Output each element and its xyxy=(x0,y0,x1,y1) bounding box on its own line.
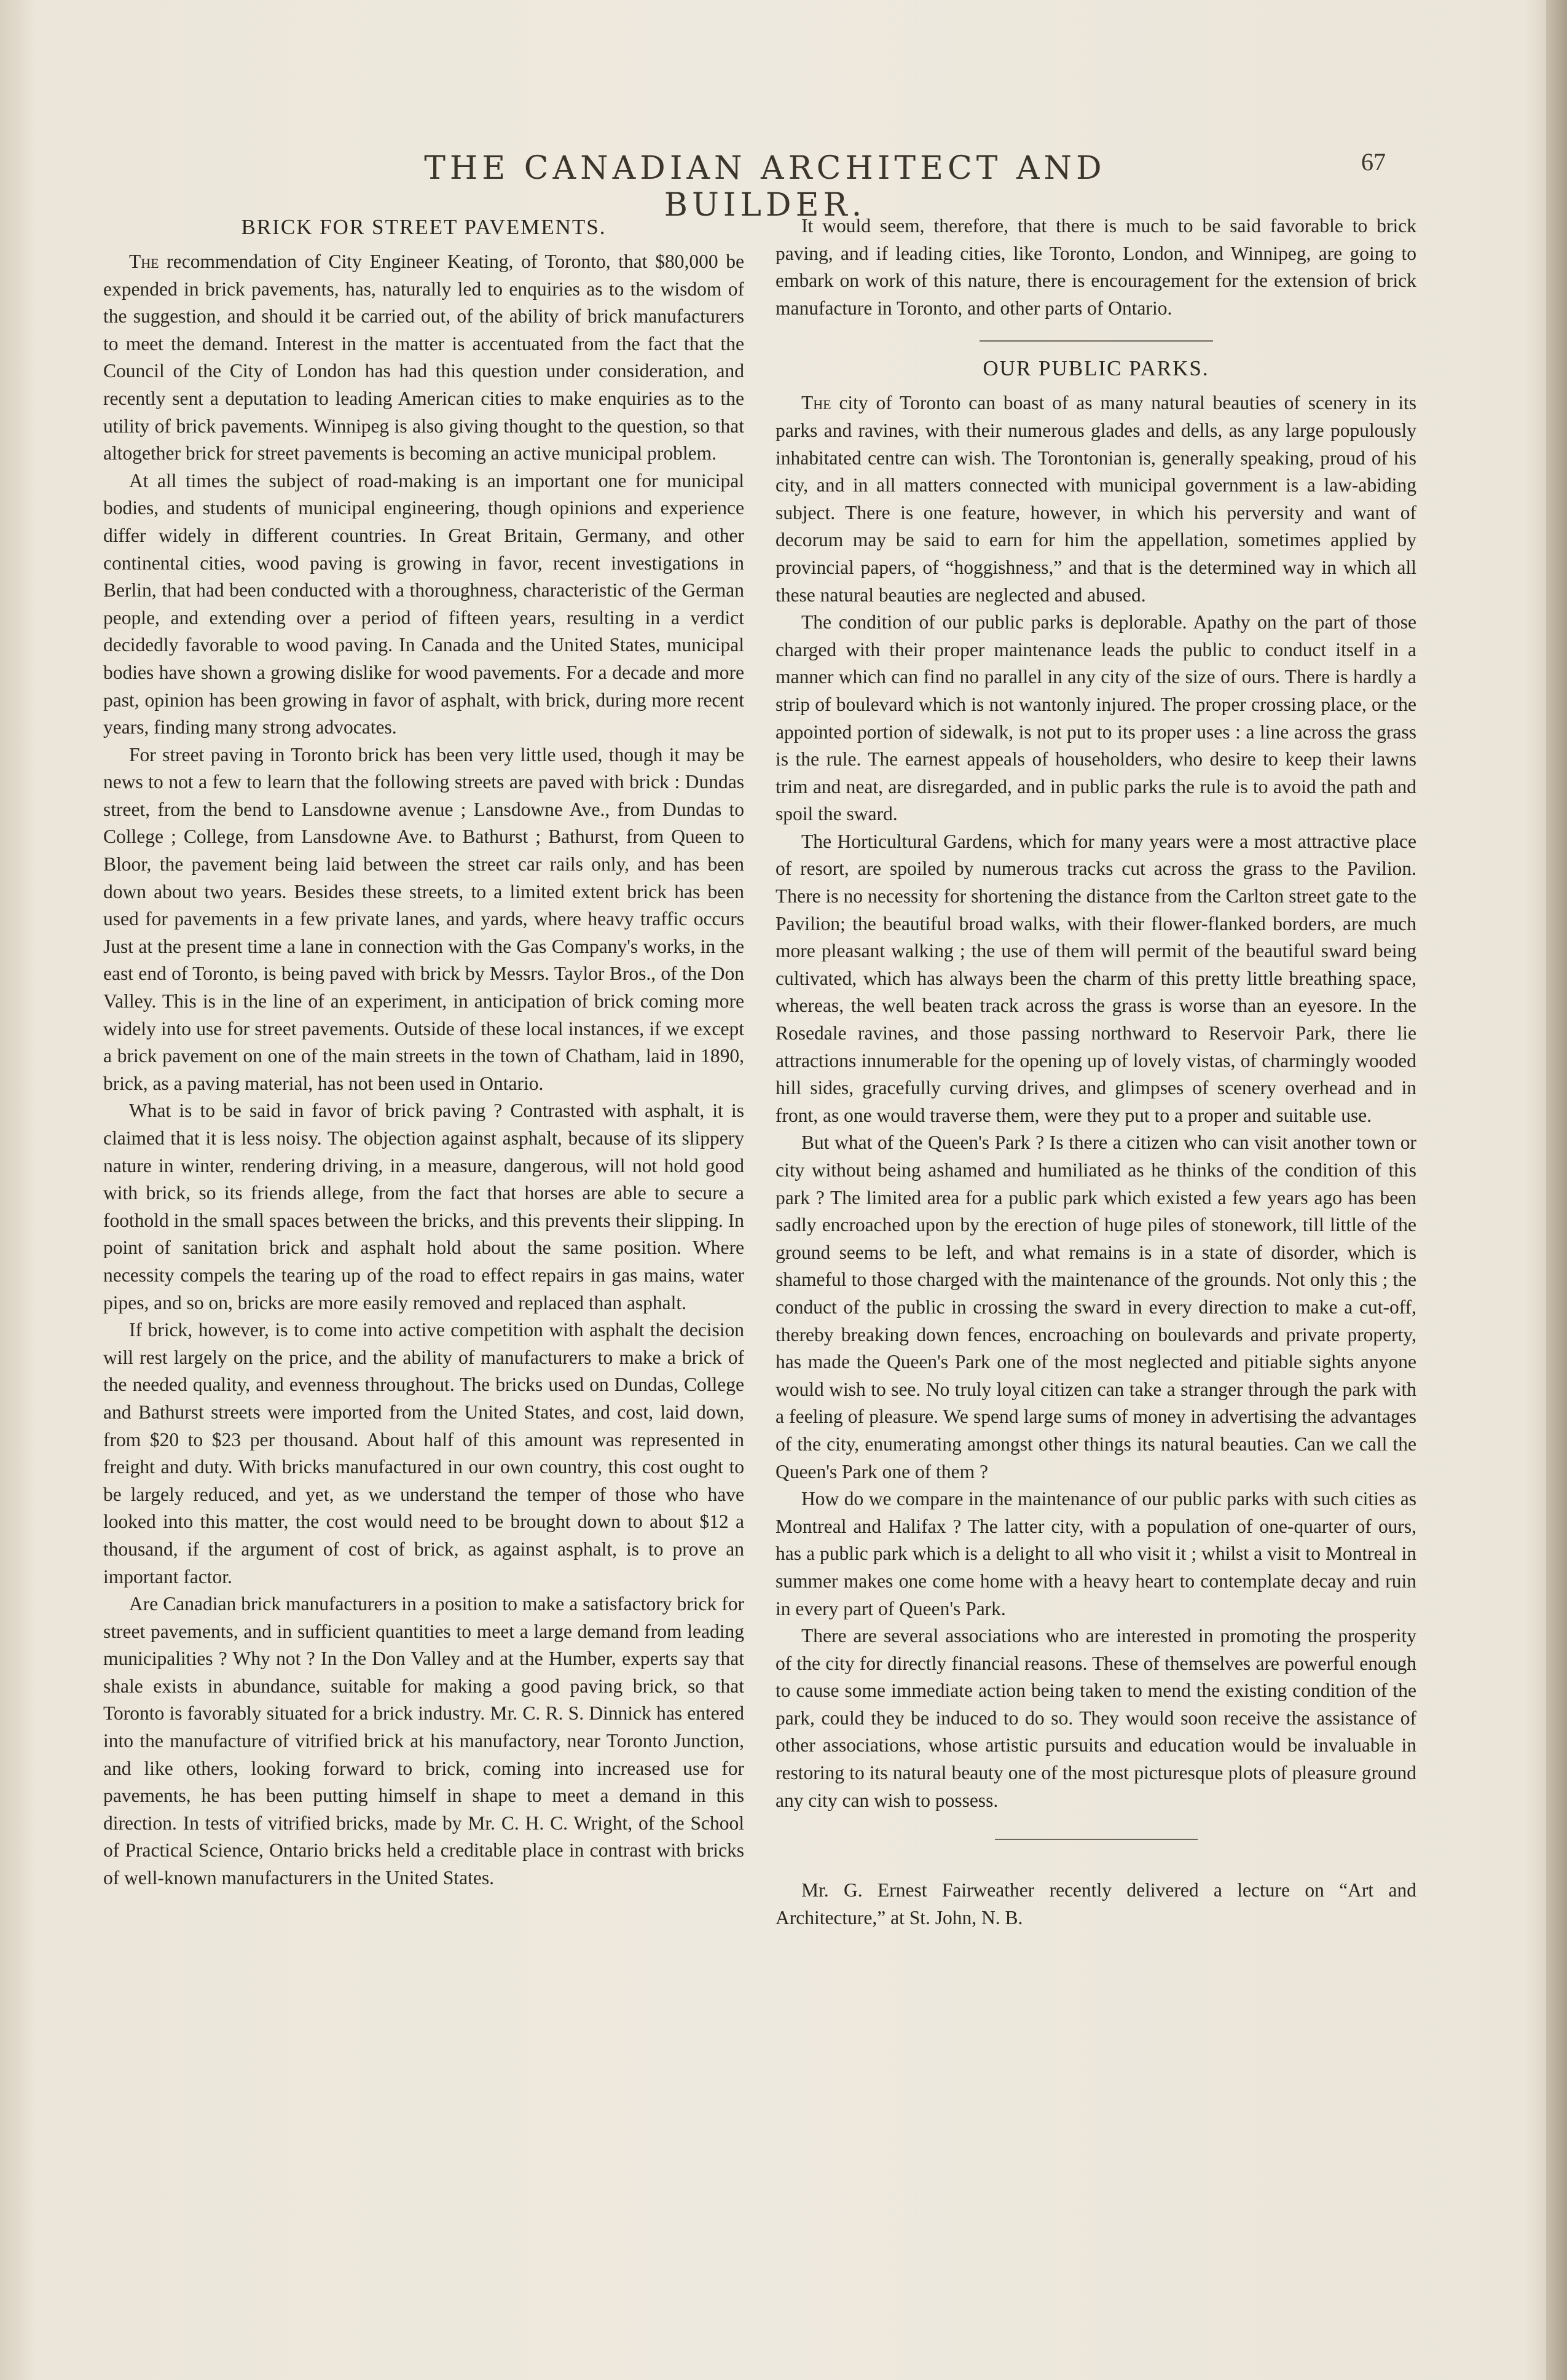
paragraph-text: city of Toronto can boast of as many natural beauties of scenery in its parks and ravines, with their numerous glades and dells, as any large populously inhabitated centre can wish. The Torontonian is, generally speaking, proud of his city, and in all matters connected with municipal government is a law-abiding subject. There is one feature, however, in which his perversity and want of decorum may be said to earn for him the appellation, sometimes applied by provincial papers, of “hoggishness,” and that is the determined way in which all these natural beauties are neglected and abused. xyxy=(776,392,1416,606)
paragraph: It would seem, therefore, that there is much to be said favorable to brick paving, and if leading cities, like Toronto, London, and Winnipeg, are going to embark on work of this nature, there is encouragement for the extension of brick manufacture in Toronto, and other parts of Ontario. xyxy=(776,215,1416,319)
paragraph: For street paving in Toronto brick has been very little used, though it may be news to not a few to learn that the following streets are paved with brick : Dundas street, from the bend to Lansdowne avenue ; Lansdowne Ave., from Dundas to College ; College, from Lansdowne Ave. to Bathurst ; Bathurst, from Queen to Bloor, the pavement being laid between the street car rails only, and has been down about two years. Besides these streets, to a limited extent brick has been used for pavements in a few private lanes, and yards, where heavy traffic occurs Just at the present time a lane in connection with the Gas Company's works, in the east end of Toronto, is being paved with brick by Messrs. Taylor Bros., of the Don Valley. This is in the line of an experiment, in anticipation of brick coming more widely into use for street pavements. Outside of these local instances, if we except a brick pavement on one of the main streets in the town of Chatham, laid in 1890, brick, as a paving material, has not been used in Ontario. xyxy=(103,743,744,1094)
paragraph: The Horticultural Gardens, which for many years were a most attractive place of resort, are spoiled by numerous tracks cut across the grass to the Pavilion. There is no necessity for shortening the distance from the Carlton street gate to the Pavilion; the beautiful broad walks, with their flower-flanked borders, are much more pleasant walking ; the use of them will permit of the beautiful sward being cultivated, which has always been the charm of this pretty little breathing space, whereas, the well beaten track across the grass is worse than an eyesore. In the Rosedale ravines, and those passing northward to Reservoir Park, there lie attractions innumerable for the opening up of lovely vistas, of charmingly wooded hill sides, gracefully curving drives, and glimpses of scenery overhead and in front, as one would traverse them, were they put to a proper and suitable use. xyxy=(776,830,1416,1126)
paragraph-text: recommendation of City Engineer Keating, of Toronto, that $80,000 be expended in brick pavements, has, naturally led to enquiries as to the wisdom of the suggestion, and should it be carried out, of the ability of brick manufacturers to meet the demand. Interest in the matter is accentuated from the fact that the Council of the City of London has had this question under consideration, and recently sent a deputation to leading American cities to make enquiries as to the utility of brick pavements. Winnipeg is also giving thought to the question, so that altogether brick for street pavements is becoming an active municipal problem. xyxy=(103,251,744,464)
article-title-parks: OUR PUBLIC PARKS. xyxy=(983,356,1209,381)
page-number: 67 xyxy=(1361,148,1386,176)
lead-word: The xyxy=(801,392,831,414)
section-divider xyxy=(980,340,1213,342)
paragraph: Are Canadian brick manufacturers in a position to make a satisfactory brick for street pavements, and in sufficient quantities to meet a large demand from leading municipalities ? Why not ? In the Don Valley and at the Humber, experts say that shale exists in abundance, suitable for making a good paving brick, so that Toronto is favorably situated for a brick industry. Mr. C. R. S. Dinnick has entered into the manufacture of vitrified brick at his manufactory, near Toronto Junction, and like others, looking forward to brick, coming into increased use for pavements, he has been putting himself in shape to meet a demand in this direction. In tests of vitrified bricks, made by Mr. C. H. C. Wright, of the School of Practical Science, Ontario bricks held a creditable place in contrast with bricks of well-known manufacturers in the United States. xyxy=(103,1593,744,1889)
paragraph: The condition of our public parks is deplorable. Apathy on the part of those charged with their proper maintenance leads the public to conduct itself in a manner which can find no parallel in any city of the size of ours. There is hardly a strip of boulevard which is not wantonly injured. The proper crossing place, or the appointed portion of sidewalk, is not put to its proper uses : a line across the grass is the rule. The earnest appeals of householders, who desire to keep their lawns trim and neat, are disregarded, and in public parks the rule is to avoid the path and spoil the sward. xyxy=(776,611,1416,825)
paragraph xyxy=(103,248,744,468)
article-title-brick: BRICK FOR STREET PAVEMENTS. xyxy=(241,215,607,239)
paragraph: How do we compare in the maintenance of our public parks with such cities as Montreal and Halifax ? The latter city, with a population of one-quarter of ours, has a public park which is a delight to all who visit it ; whilst a visit to Montreal in summer makes one come home with a heavy heart to contemplate decay and ruin in every part of Queen's Park. xyxy=(776,1488,1416,1619)
paragraph: At all times the subject of road-making is an important one for municipal bodies, and students of municipal engineering, though opinions and experience differ widely in different countries. In Great Britain, Germany, and other continental cities, wood paving is growing in favor, recent investigations in Berlin, that had been conducted with a thoroughness, characteristic of the German people, and extending over a period of fifteen years, resulting in a verdict decidedly favorable to wood paving. In Canada and the United States, municipal bodies have shown a growing dislike for wood pavements. For a decade and more past, opinion has been growing in favor of asphalt, with brick, during more recent years, finding many strong advocates. xyxy=(103,469,744,738)
paragraph: But what of the Queen's Park ? Is there a citizen who can visit another town or city without being ashamed and humiliated as he thinks of the condition of this park ? The limited area for a public park which existed a few years ago has been sadly encroached upon by the erection of huge piles of stonework, till little of the ground seems to be left, and what remains is in a state of disorder, which is shameful to those charged with the maintenance of the grounds. Not only this ; the conduct of the public in crossing the sward in every direction to make a cut-off, thereby breaking down fences, encroaching on boulevards and private property, has made the Queen's Park one of the most neglected and pitiable sights anyone would wish to see. No truly loyal citizen can take a stranger through the park with a feeling of pleasure. We spend large sums of money in advertising the advantages of the city, enumerating amongst other things its natural beauties. Can we call the Queen's Park one of them ? xyxy=(776,1132,1416,1482)
lead-word: The xyxy=(129,251,159,272)
section-divider xyxy=(995,1839,1198,1840)
paragraph: There are several associations who are interested in promoting the prosperity of the city for directly financial reasons. These of themselves are powerful enough to cause some immediate action being taken to mend the existing condition of the park, could they be induced to do so. They would soon receive the assistance of other associations, whose artistic pursuits and education would be invaluable in restoring to its natural beauty one of the most picturesque plots of pleasure ground any city can wish to possess. xyxy=(776,1625,1416,1811)
book-spine-edge xyxy=(1546,0,1567,2380)
right-column xyxy=(776,213,1416,1932)
journal-title: THE CANADIAN ARCHITECT AND BUILDER. xyxy=(424,150,1106,224)
news-note: Mr. G. Ernest Fairweather recently delivered a lecture on “Art and Architecture,” at St. John, N. B. xyxy=(776,1879,1416,1928)
paragraph xyxy=(776,389,1416,609)
left-column xyxy=(103,213,744,1892)
paragraph: What is to be said in favor of brick paving ? Contrasted with asphalt, it is claimed that it is less noisy. The objection against asphalt, because of its slippery nature in winter, rendering driving, in a measure, dangerous, will not hold good with brick, so its friends allege, from the fact that horses are able to secure a foothold in the small spaces between the bricks, and this prevents their slipping. In point of sanitation brick and asphalt hold about the same position. Where necessity compels the tearing up of the road to effect repairs in gas mains, water pipes, and so on, bricks are more easily removed and replaced than asphalt. xyxy=(103,1100,744,1313)
paragraph: If brick, however, is to come into active competition with asphalt the decision will rest largely on the price, and the ability of manufacturers to make a brick of the needed quality, and evenness throughout. The bricks used on Dundas, College and Bathurst streets were imported from the United States, and cost, laid down, from $20 to $23 per thousand. About half of this amount was represented in freight and duty. With bricks manufactured in our own country, this cost ought to be largely reduced, and yet, as we understand the temper of those who have looked into this matter, the cost would need to be brought down to about $12 a thousand, if the argument of cost of brick, as against asphalt, is to prove an important factor. xyxy=(103,1319,744,1587)
